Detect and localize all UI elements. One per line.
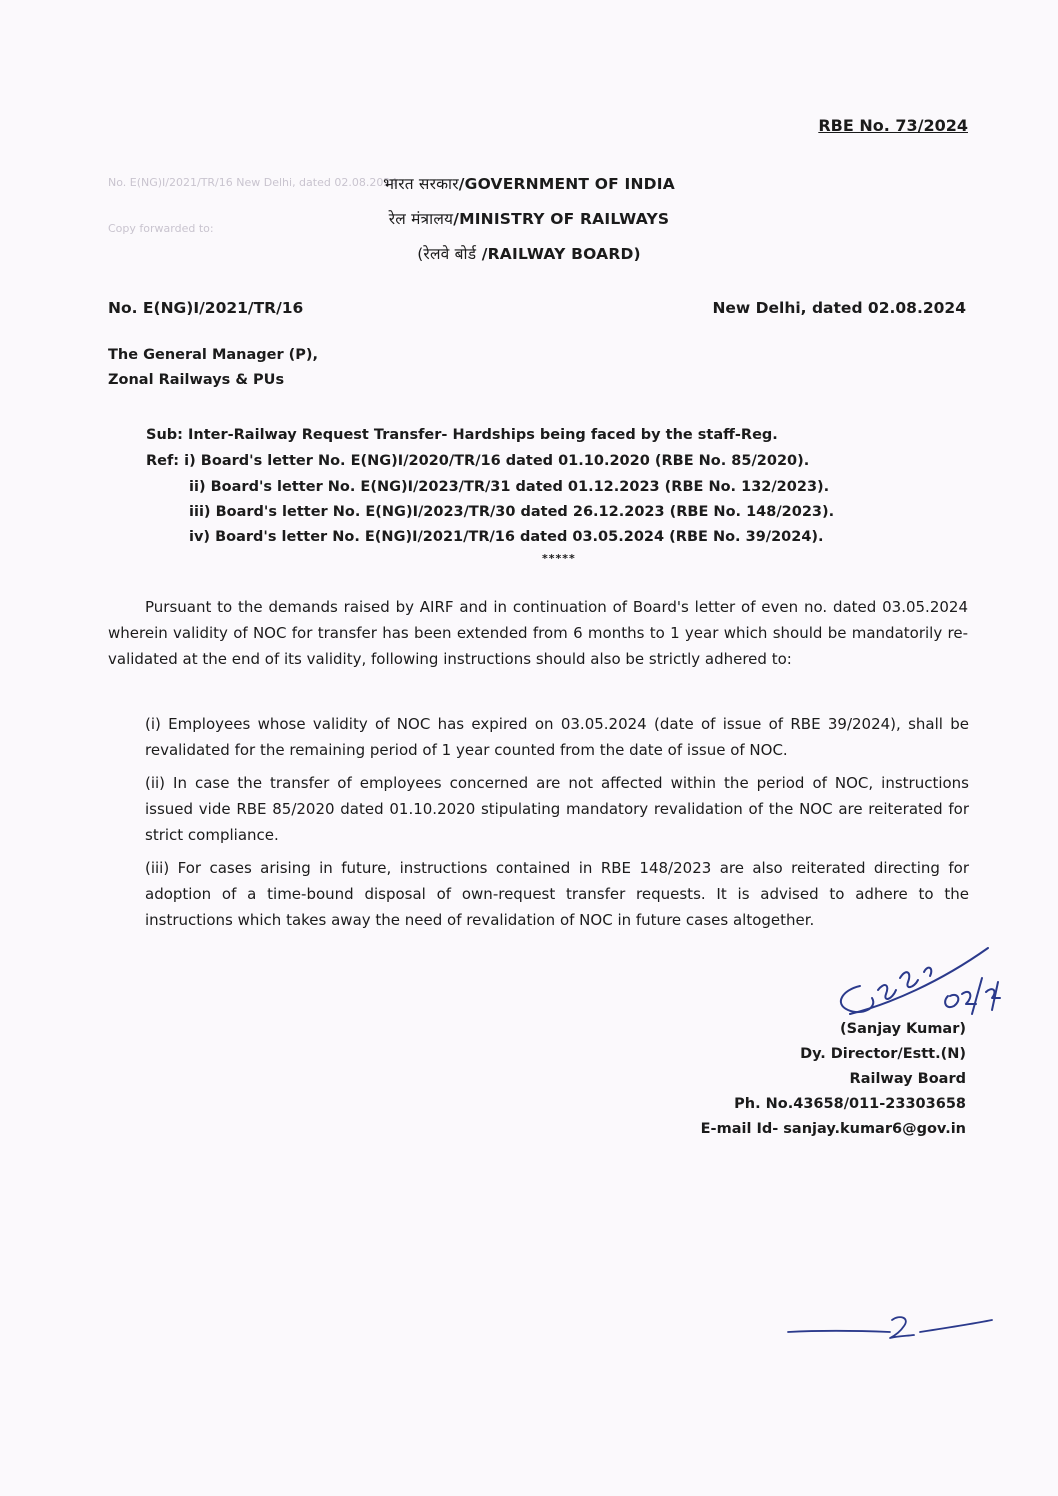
header-ministry-english: /MINISTRY OF RAILWAYS — [453, 210, 670, 228]
instruction-item: (ii) In case the transfer of employees concerned are not affected within the period of NOC, instructions issued vide RBE 85/2020 dated 01.10.2020 stipulating mandatory revalidation of the NOC are reiterated for strict compliance. — [145, 774, 969, 844]
intro-paragraph: Pursuant to the demands raised by AIRF and in continuation of Board's letter of even no. dated 03.05.2024 wherein validity of NOC for transfer has been extended from 6 months to 1 year which should be mandatorily re-validated at the end of its validity, following instructions should also be strictly adhered to: — [108, 598, 968, 668]
header-government-hindi: भारत सरकार — [383, 175, 459, 193]
separator: ***** — [542, 552, 576, 565]
instruction-item: (i) Employees whose validity of NOC has expired on 03.05.2024 (date of issue of RBE 39/2024), shall be revalidated for the remaining period of 1 year counted from the date of issue of NOC. — [145, 715, 969, 759]
header-government — [0, 172, 1058, 194]
header-ministry-hindi: रेल मंत्रालय — [388, 210, 454, 228]
bleed-through-line: Copy forwarded to: — [108, 222, 214, 235]
signatory-designation: Dy. Director/Estt.(N) — [800, 1046, 966, 1062]
reference-item: iv) Board's letter No. E(NG)I/2021/TR/16 dated 03.05.2024 (RBE No. 39/2024). — [189, 529, 824, 545]
file-number: No. E(NG)I/2021/TR/16 — [108, 299, 304, 317]
rbe-number: RBE No. 73/2024 — [818, 116, 968, 135]
signatory-email: E-mail Id- sanjay.kumar6@gov.in — [700, 1121, 966, 1137]
reference-item: ii) Board's letter No. E(NG)I/2023/TR/31 dated 01.12.2023 (RBE No. 132/2023). — [189, 479, 830, 495]
addressee-line: Zonal Railways & PUs — [108, 372, 285, 388]
header-board-hindi: (रेलवे बोर्ड — [417, 245, 477, 263]
signatory-name: (Sanjay Kumar) — [840, 1021, 966, 1037]
header-government-english: /GOVERNMENT OF INDIA — [458, 175, 675, 193]
signatory-office: Railway Board — [849, 1071, 966, 1087]
reference-item: Ref: i) Board's letter No. E(NG)I/2020/TR/16 dated 01.10.2020 (RBE No. 85/2020). — [146, 453, 810, 469]
handwritten-signature — [820, 938, 1010, 1030]
place-date: New Delhi, dated 02.08.2024 — [712, 299, 966, 317]
instruction-item: (iii) For cases arising in future, instructions contained in RBE 148/2023 are also reiterated directing for adoption of a time-bound disposal of own-request transfer requests. It is advised to adhere to the instructions which takes away the need of revalidation of NOC in future cases altogether. — [145, 859, 969, 929]
header-board — [0, 242, 1058, 264]
subject: Sub: Inter-Railway Request Transfer- Hardships being faced by the staff-Reg. — [146, 427, 778, 443]
header-board-english: /RAILWAY BOARD) — [476, 245, 641, 263]
signatory-phone: Ph. No.43658/011-23303658 — [734, 1096, 966, 1112]
bleed-through-line: No. E(NG)I/2021/TR/16 New Delhi, dated 02.08.2024 — [108, 176, 398, 189]
reference-item: iii) Board's letter No. E(NG)I/2023/TR/30 dated 26.12.2023 (RBE No. 148/2023). — [189, 504, 835, 520]
header-ministry — [0, 207, 1058, 229]
addressee-line: The General Manager (P), — [108, 347, 319, 363]
page-continuation-mark — [786, 1312, 996, 1344]
